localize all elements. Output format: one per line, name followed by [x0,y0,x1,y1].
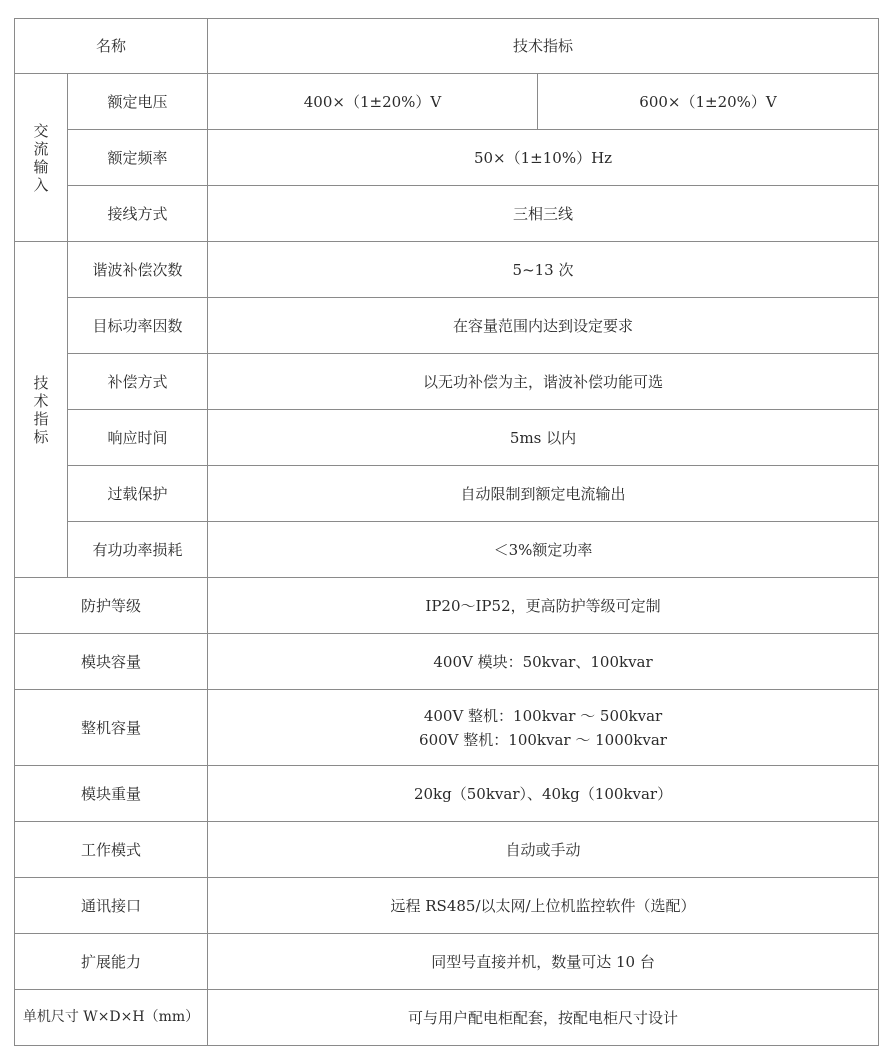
row-label: 模块容量 [15,634,208,690]
row-value: 同型号直接并机，数量可达 10 台 [208,934,879,990]
table-row [15,186,879,242]
row-label: 通讯接口 [15,878,208,934]
group-ac-input: 交流输入 [15,74,68,242]
row-label: 补偿方式 [68,354,208,410]
row-label: 有功功率损耗 [68,522,208,578]
table-row [15,578,879,634]
row-label: 扩展能力 [15,934,208,990]
row-label: 额定电压 [68,74,208,130]
table-row [15,354,879,410]
table-row [15,522,879,578]
row-label: 谐波补偿次数 [68,242,208,298]
row-value: 自动或手动 [208,822,879,878]
table-row [15,130,879,186]
table-row [15,990,879,1046]
row-value: 400V 模块：50kvar、100kvar [208,634,879,690]
spec-table [14,18,879,1046]
row-label: 过载保护 [68,466,208,522]
row-value: 5~13 次 [208,242,879,298]
row-label: 工作模式 [15,822,208,878]
system-capacity-400: 400V 整机：100kvar ～ 500kvar [423,706,663,725]
table-row [15,410,879,466]
row-label: 单机尺寸 W×D×H（mm） [15,990,208,1046]
table-row [15,298,879,354]
voltage-600-value: 600×（1±20%）V [538,74,879,130]
row-label: 目标功率因数 [68,298,208,354]
header-row [15,19,879,74]
group-tech: 技术指标 [15,242,68,578]
table-row [15,690,879,766]
row-value: 50×（1±10%）Hz [208,130,879,186]
table-row [15,242,879,298]
table-row [15,74,879,130]
table-row [15,878,879,934]
row-label: 接线方式 [68,186,208,242]
row-label: 整机容量 [15,690,208,766]
row-value: 自动限制到额定电流输出 [208,466,879,522]
row-value: ＜3%额定功率 [208,522,879,578]
row-value: 远程 RS485/以太网/上位机监控软件（选配） [208,878,879,934]
row-value: 三相三线 [208,186,879,242]
voltage-400-value: 400×（1±20%）V [208,74,538,130]
header-spec: 技术指标 [208,19,879,74]
header-name: 名称 [15,19,208,74]
row-value: 20kg（50kvar）、40kg（100kvar） [208,766,879,822]
table-row [15,766,879,822]
row-value: 可与用户配电柜配套，按配电柜尺寸设计 [208,990,879,1046]
row-label: 额定频率 [68,130,208,186]
row-label: 防护等级 [15,578,208,634]
table-row [15,634,879,690]
row-label: 模块重量 [15,766,208,822]
system-capacity-600: 600V 整机：100kvar ～ 1000kvar [419,730,667,749]
table-row [15,822,879,878]
table-row [15,466,879,522]
table-row [15,934,879,990]
row-value [208,690,879,766]
row-value: 以无功补偿为主，谐波补偿功能可选 [208,354,879,410]
row-value: 在容量范围内达到设定要求 [208,298,879,354]
row-label: 响应时间 [68,410,208,466]
row-value: 5ms 以内 [208,410,879,466]
row-value: IP20～IP52，更高防护等级可定制 [208,578,879,634]
